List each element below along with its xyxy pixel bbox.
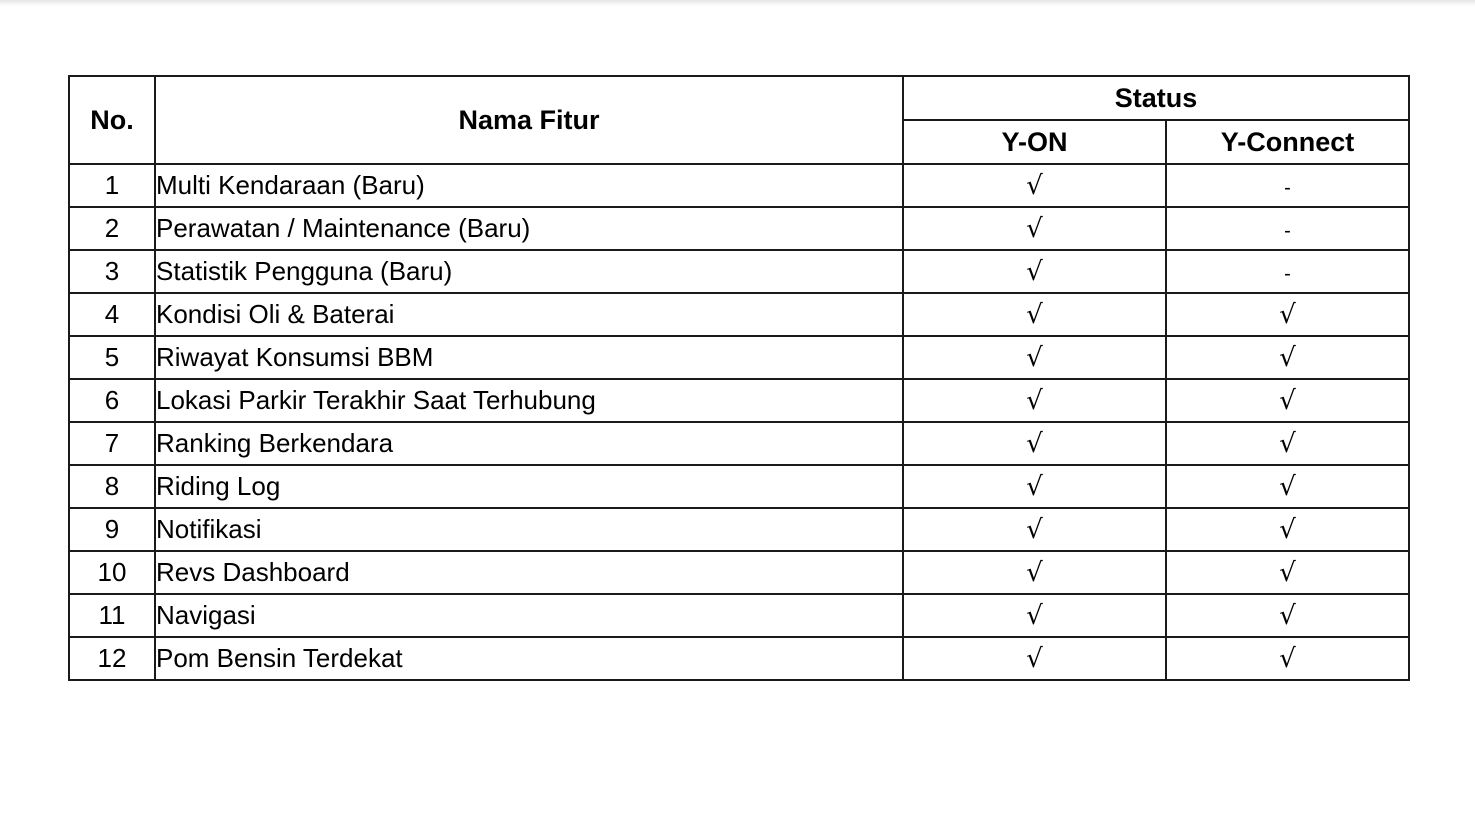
table-row	[69, 250, 1409, 293]
row-number: 8	[69, 465, 155, 508]
y-on-status	[903, 594, 1166, 637]
table-row	[69, 551, 1409, 594]
available-check-icon: √	[1026, 256, 1043, 287]
y-on-status	[903, 422, 1166, 465]
available-check-icon: √	[1026, 428, 1043, 459]
available-check-icon: √	[1026, 170, 1043, 201]
available-check-icon: √	[1026, 299, 1043, 330]
y-on-status	[903, 293, 1166, 336]
available-check-icon: √	[1026, 600, 1043, 631]
y-connect-status	[1166, 379, 1409, 422]
available-check-icon: √	[1026, 514, 1043, 545]
y-connect-status	[1166, 164, 1409, 207]
y-connect-status	[1166, 465, 1409, 508]
table-row	[69, 637, 1409, 680]
y-connect-status	[1166, 293, 1409, 336]
feature-name: Riwayat Konsumsi BBM	[155, 336, 903, 379]
feature-name: Notifikasi	[155, 508, 903, 551]
table-row	[69, 465, 1409, 508]
feature-name: Revs Dashboard	[155, 551, 903, 594]
row-number: 7	[69, 422, 155, 465]
row-number: 5	[69, 336, 155, 379]
table-row	[69, 207, 1409, 250]
y-on-status	[903, 207, 1166, 250]
y-connect-status	[1166, 508, 1409, 551]
y-connect-status	[1166, 551, 1409, 594]
y-connect-status	[1166, 207, 1409, 250]
available-check-icon: √	[1279, 514, 1296, 545]
row-number: 3	[69, 250, 155, 293]
table-row	[69, 508, 1409, 551]
y-on-status	[903, 465, 1166, 508]
header-row-top	[69, 76, 1409, 120]
available-check-icon: √	[1279, 299, 1296, 330]
y-connect-status	[1166, 336, 1409, 379]
not-available-dash: -	[1284, 176, 1291, 199]
row-number: 4	[69, 293, 155, 336]
y-on-status	[903, 551, 1166, 594]
row-number: 9	[69, 508, 155, 551]
header-no: No.	[69, 76, 155, 164]
available-check-icon: √	[1279, 471, 1296, 502]
row-number: 6	[69, 379, 155, 422]
available-check-icon: √	[1279, 600, 1296, 631]
available-check-icon: √	[1026, 213, 1043, 244]
y-on-status	[903, 637, 1166, 680]
table-header	[69, 76, 1409, 164]
table-row	[69, 164, 1409, 207]
header-y-connect: Y-Connect	[1166, 120, 1409, 164]
feature-name: Perawatan / Maintenance (Baru)	[155, 207, 903, 250]
available-check-icon: √	[1279, 428, 1296, 459]
available-check-icon: √	[1026, 385, 1043, 416]
y-connect-status	[1166, 637, 1409, 680]
not-available-dash: -	[1284, 219, 1291, 242]
table-row	[69, 379, 1409, 422]
y-connect-status	[1166, 250, 1409, 293]
table-row	[69, 422, 1409, 465]
table-body	[69, 164, 1409, 680]
available-check-icon: √	[1026, 557, 1043, 588]
header-feature-name: Nama Fitur	[155, 76, 903, 164]
y-on-status	[903, 508, 1166, 551]
y-on-status	[903, 379, 1166, 422]
table-row	[69, 293, 1409, 336]
y-connect-status	[1166, 594, 1409, 637]
feature-comparison-table	[68, 75, 1410, 681]
available-check-icon: √	[1279, 643, 1296, 674]
not-available-dash: -	[1284, 262, 1291, 285]
table-row	[69, 336, 1409, 379]
row-number: 11	[69, 594, 155, 637]
available-check-icon: √	[1026, 643, 1043, 674]
available-check-icon: √	[1026, 471, 1043, 502]
y-on-status	[903, 164, 1166, 207]
table-row	[69, 594, 1409, 637]
row-number: 2	[69, 207, 155, 250]
available-check-icon: √	[1279, 385, 1296, 416]
feature-name: Riding Log	[155, 465, 903, 508]
feature-name: Multi Kendaraan (Baru)	[155, 164, 903, 207]
y-on-status	[903, 336, 1166, 379]
feature-name: Statistik Pengguna (Baru)	[155, 250, 903, 293]
header-y-on: Y-ON	[903, 120, 1166, 164]
available-check-icon: √	[1279, 557, 1296, 588]
row-number: 1	[69, 164, 155, 207]
y-connect-status	[1166, 422, 1409, 465]
row-number: 12	[69, 637, 155, 680]
top-shadow	[0, 0, 1475, 6]
available-check-icon: √	[1279, 342, 1296, 373]
available-check-icon: √	[1026, 342, 1043, 373]
feature-name: Navigasi	[155, 594, 903, 637]
feature-name: Pom Bensin Terdekat	[155, 637, 903, 680]
feature-name: Ranking Berkendara	[155, 422, 903, 465]
header-status: Status	[903, 76, 1409, 120]
feature-name: Kondisi Oli & Baterai	[155, 293, 903, 336]
row-number: 10	[69, 551, 155, 594]
feature-name: Lokasi Parkir Terakhir Saat Terhubung	[155, 379, 903, 422]
y-on-status	[903, 250, 1166, 293]
